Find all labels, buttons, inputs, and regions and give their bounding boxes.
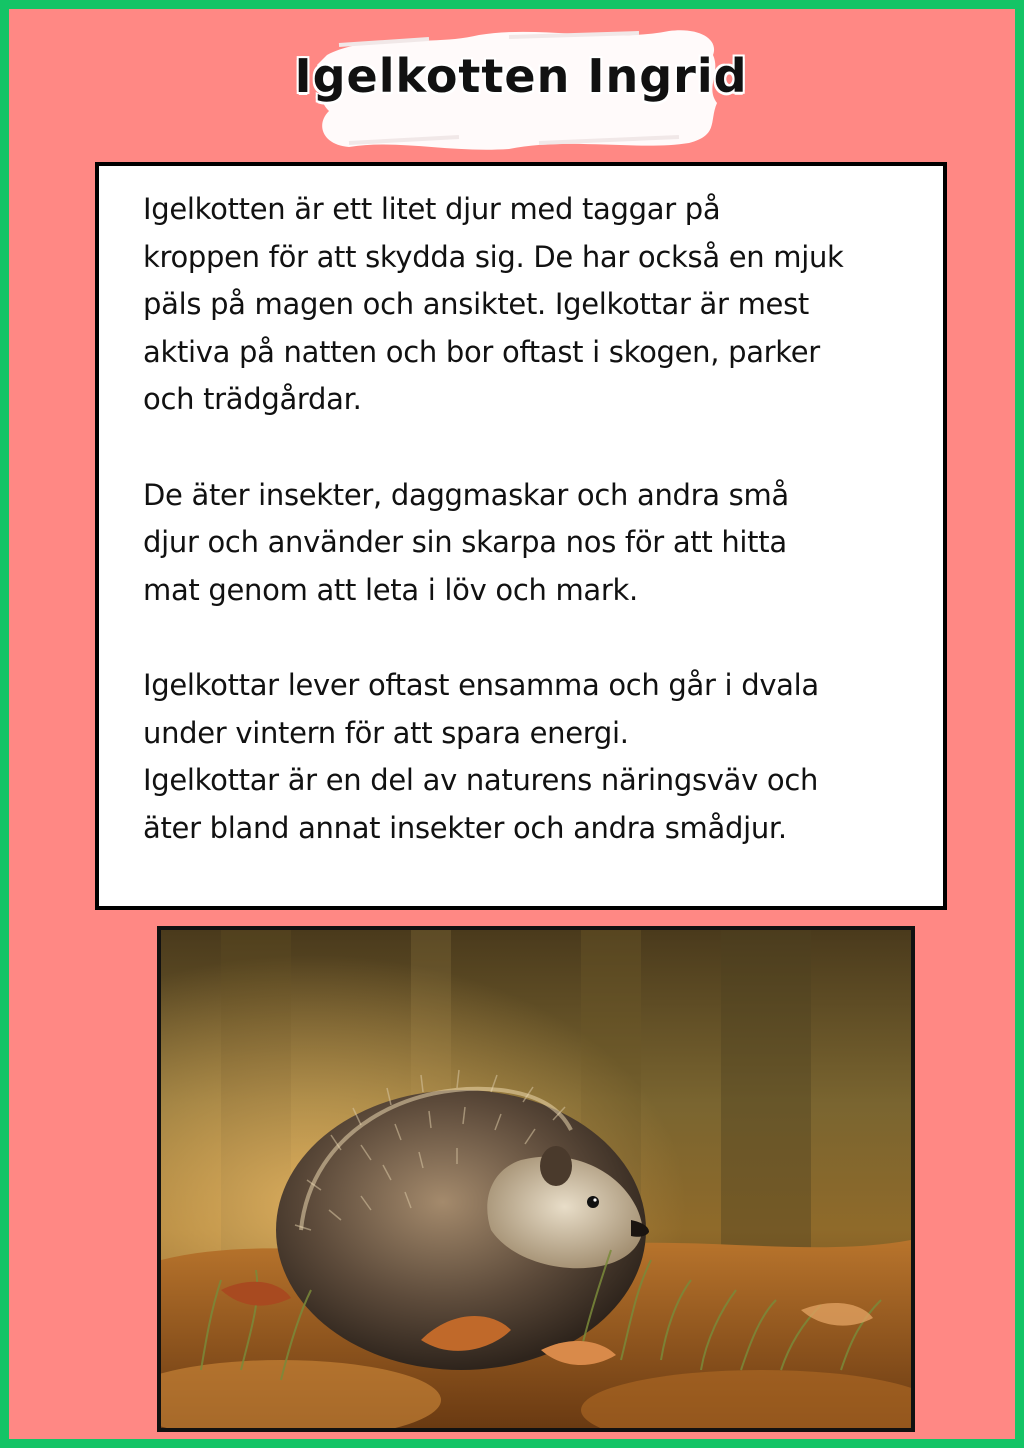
text-line: De äter insekter, daggmaskar och andra små [143, 477, 789, 512]
text-line: päls på magen och ansiktet. Igelkottar är mest [143, 287, 809, 322]
text-line: och trädgårdar. [143, 382, 362, 417]
text-line: mat genom att leta i löv och mark. [143, 572, 638, 607]
text-line: under vintern för att spara energi. [143, 715, 629, 750]
hedgehog-illustration [161, 930, 911, 1428]
paragraph-2 [143, 472, 927, 615]
paragraph-gap [143, 424, 927, 472]
paragraph-gap [143, 614, 927, 662]
text-line: äter bland annat insekter och andra smådjur. [143, 810, 787, 845]
text-box [95, 162, 947, 910]
text-line: Igelkottar är en del av naturens näringsväv och [143, 763, 819, 798]
paragraph-1 [143, 186, 927, 424]
paragraph-3 [143, 662, 927, 852]
text-line: djur och använder sin skarpa nos för att hitta [143, 525, 787, 560]
text-line: aktiva på natten och bor oftast i skogen, parker [143, 334, 820, 369]
text-line: Igelkottar lever oftast ensamma och går i dvala [143, 667, 819, 702]
hedgehog-photo [157, 926, 915, 1432]
page-title: Igelkotten Ingrid [294, 49, 748, 103]
text-line: kroppen för att skydda sig. De har också en mjuk [143, 239, 844, 274]
text-line: Igelkotten är ett litet djur med taggar på [143, 192, 721, 226]
